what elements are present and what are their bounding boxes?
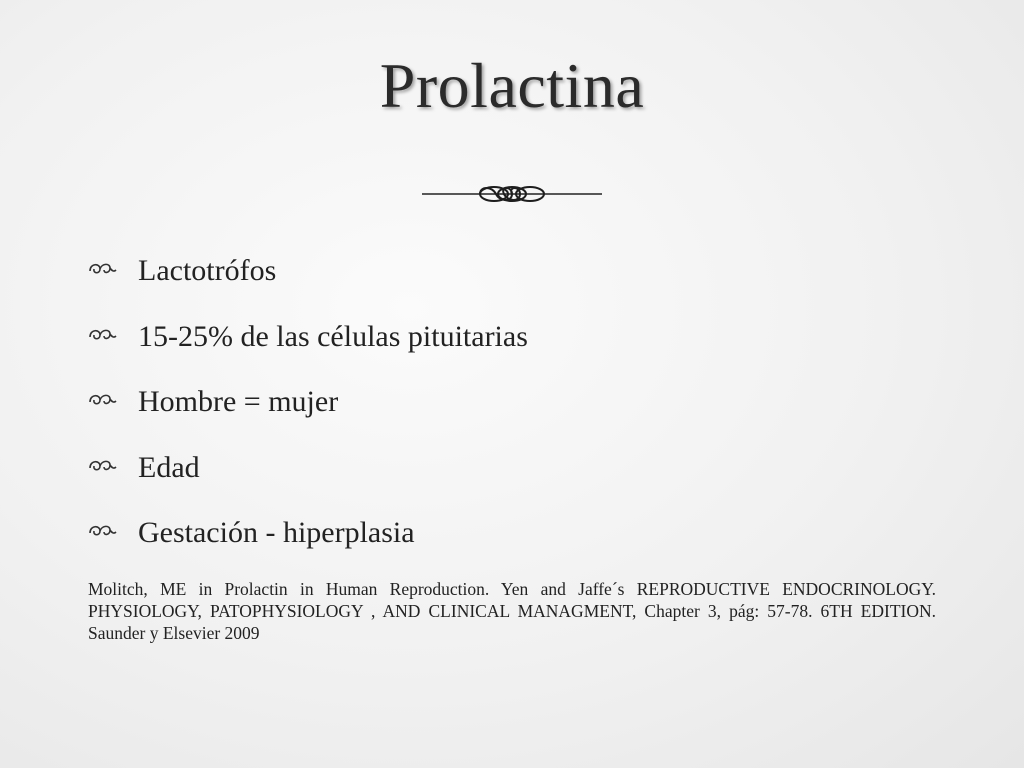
flourish-divider-icon	[420, 178, 604, 210]
list-item	[88, 447, 528, 489]
bullet-text: Hombre = mujer	[138, 385, 339, 418]
reference-citation: Molitch, ME in Prolactin in Human Reproduction. Yen and Jaffe´s REPRODUCTIVE ENDOCRINOLOGY. PHYSIOLOGY, PATOPHYSIOLOGY , AND CLINICAL MANAGMENT, Chapter 3, pág: 57-78. 6TH EDITION. Saunder y Elsevier 2009	[88, 579, 936, 643]
list-item	[88, 512, 528, 554]
curly-bullet-icon	[88, 316, 138, 358]
list-item	[88, 250, 528, 292]
list-item	[88, 316, 528, 358]
slide-title: Prolactina	[379, 50, 645, 121]
list-item	[88, 381, 528, 423]
bullet-text: Gestación - hiperplasia	[138, 516, 415, 549]
curly-bullet-icon	[88, 381, 138, 423]
bullet-text: 15-25% de las células pituitarias	[138, 319, 528, 353]
bullet-text: Lactotrófos	[138, 254, 277, 287]
bullet-list	[88, 250, 528, 578]
bullet-text: Edad	[138, 450, 200, 484]
curly-bullet-icon	[88, 447, 138, 489]
curly-bullet-icon	[88, 512, 138, 554]
curly-bullet-icon	[88, 250, 138, 292]
